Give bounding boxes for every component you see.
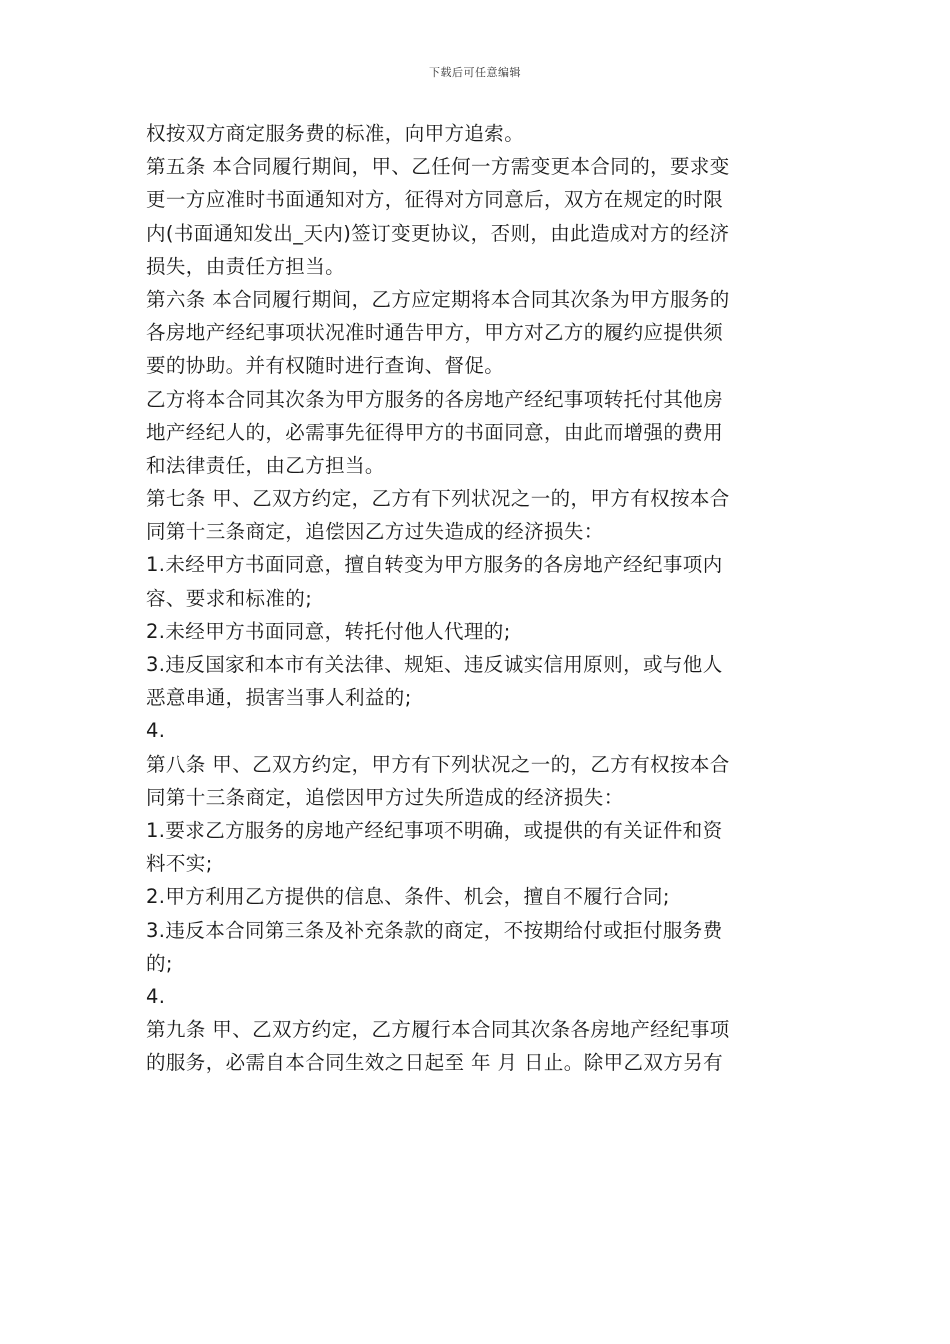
text-line: 要的协助。并有权随时进行查询、督促。 bbox=[146, 354, 505, 378]
text-line: 内(书面通知发出_天内)签订变更协议，否则，由此造成对方的经济 bbox=[146, 221, 730, 245]
text-line: 料不实; bbox=[146, 852, 213, 876]
text-line: 乙方将本合同其次条为甲方服务的各房地产经纪事项转托付其他房 bbox=[146, 387, 724, 411]
text-line: 的; bbox=[146, 951, 173, 975]
text-line: 2.未经甲方书面同意，转托付他人代理的; bbox=[146, 619, 511, 643]
text-line: 地产经纪人的，必需事先征得甲方的书面同意，由此而增强的费用 bbox=[146, 420, 724, 444]
text-line: 1.要求乙方服务的房地产经纪事项不明确，或提供的有关证件和资 bbox=[146, 818, 723, 842]
text-line: 第八条 甲、乙双方约定，甲方有下列状况之一的，乙方有权按本合 bbox=[146, 752, 730, 776]
text-line: 第六条 本合同履行期间，乙方应定期将本合同其次条为甲方服务的 bbox=[146, 287, 730, 311]
text-line: 3.违反本合同第三条及补充条款的商定，不按期给付或拒付服务费 bbox=[146, 918, 723, 942]
text-line: 1.未经甲方书面同意，擅自转变为甲方服务的各房地产经纪事项内 bbox=[146, 553, 723, 577]
text-line: 4. bbox=[146, 719, 166, 743]
text-line: 2.甲方利用乙方提供的信息、条件、机会，擅自不履行合同; bbox=[146, 885, 670, 909]
text-line: 和法律责任，由乙方担当。 bbox=[146, 453, 385, 477]
text-line: 第九条 甲、乙双方约定，乙方履行本合同其次条各房地产经纪事项 bbox=[146, 1018, 730, 1042]
text-line: 的服务，必需自本合同生效之日起至 年 月 日止。除甲乙双方另有 bbox=[146, 1051, 723, 1075]
document-body bbox=[146, 117, 810, 1079]
text-line: 损失，由责任方担当。 bbox=[146, 254, 346, 278]
text-line: 各房地产经纪事项状况准时通告甲方，甲方对乙方的履约应提供须 bbox=[146, 321, 724, 345]
text-line: 第五条 本合同履行期间，甲、乙任何一方需变更本合同的，要求变 bbox=[146, 155, 730, 179]
text-line: 3.违反国家和本市有关法律、规矩、违反诚实信用原则，或与他人 bbox=[146, 653, 723, 676]
text-line: 容、要求和标准的; bbox=[146, 586, 313, 610]
page-header: 下载后可任意编辑 bbox=[429, 66, 521, 79]
text-line: 4. bbox=[146, 984, 166, 1008]
text-line: 更一方应准时书面通知对方，征得对方同意后，双方在规定的时限 bbox=[146, 188, 724, 212]
text-line: 同第十三条商定，追偿因甲方过失所造成的经济损失： bbox=[146, 785, 624, 809]
text-line: 恶意串通，损害当事人利益的; bbox=[146, 686, 412, 710]
text-line: 同第十三条商定，追偿因乙方过失造成的经济损失： bbox=[146, 520, 604, 544]
text-line: 第七条 甲、乙双方约定，乙方有下列状况之一的，甲方有权按本合 bbox=[146, 487, 730, 511]
text-line: 权按双方商定服务费的标准，向甲方追索。 bbox=[146, 122, 525, 145]
